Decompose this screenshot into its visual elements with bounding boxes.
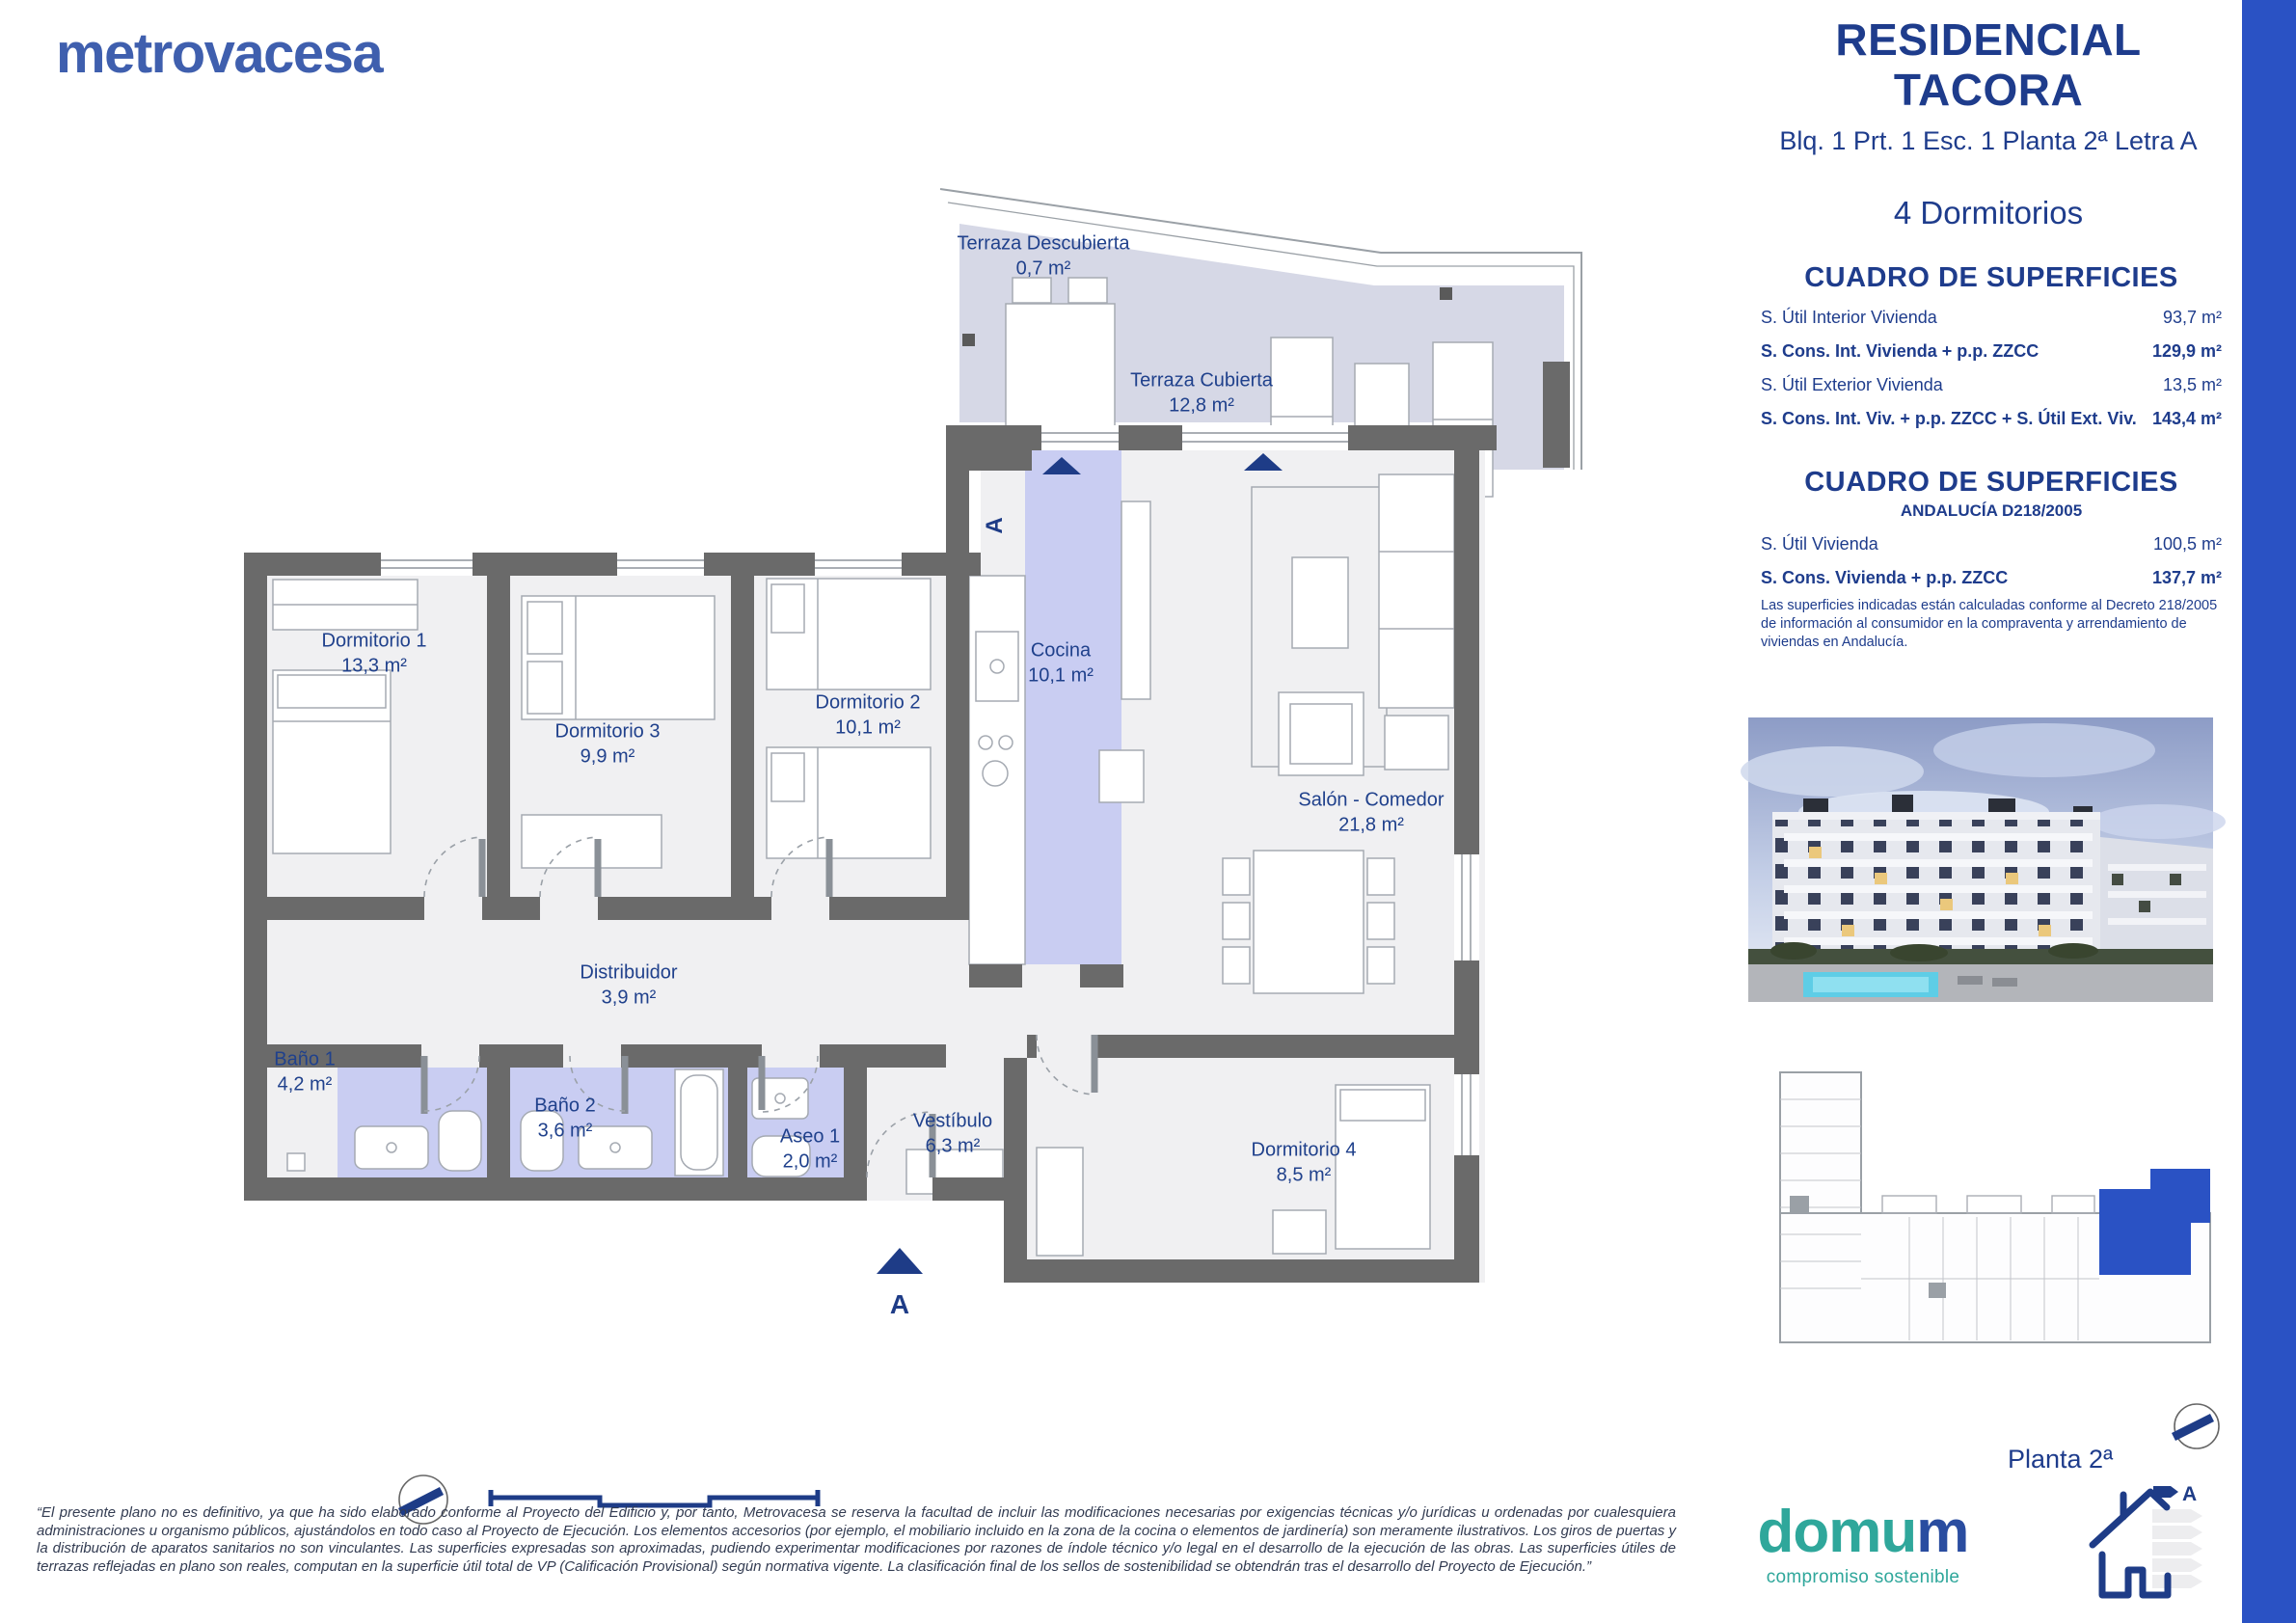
table-row: S. Útil Interior Vivienda 93,7 m² [1761,308,2222,327]
table-row: S. Útil Vivienda 100,5 m² [1761,534,2222,554]
surfaces-table [1761,262,2222,429]
room-label-dormitorio-4: Dormitorio 4 8,5 m² [1251,1139,1357,1185]
domum-logo: domum compromiso sostenible [1745,1502,1981,1586]
building-photo [1741,717,2226,1002]
title-block [1747,15,2229,231]
surfaces-table-andalucia [1761,467,2222,652]
surfaces-table-title: CUADRO DE SUPERFICIES [1804,467,2178,498]
energy-rating-letter: A [2182,1483,2198,1505]
room-label-bano-1: Baño 1 4,2 m² [274,1048,336,1095]
room-label-terraza-descubierta: Terraza Descubierta 0,7 m² [957,232,1130,279]
surfaces-table-title: CUADRO DE SUPERFICIES [1804,262,2178,293]
section-letter-a: A [982,517,1008,534]
room-label-distribuidor: Distribuidor 3,9 m² [580,961,678,1008]
decree-note: Las superficies indicadas están calculadas conforme al Decreto 218/2005 de información al consumidor en la compraventa y arrendamiento de viviendas en Andalucía. [1761,598,2218,651]
room-label-vestibulo: Vestíbulo 6,3 m² [912,1110,993,1156]
room-label-dormitorio-3: Dormitorio 3 9,9 m² [554,720,661,767]
room-label-aseo-1: Aseo 1 2,0 m² [779,1125,841,1172]
metrovacesa-logo: metrovacesa [56,22,383,85]
room-label-dormitorio-1: Dormitorio 1 13,3 m² [321,630,427,676]
floor-label: Planta 2ª [2008,1445,2114,1474]
table-row: S. Cons. Int. Viv. + p.p. ZZCC + S. Útil Ext. Viv. 143,4 m² [1761,409,2222,428]
unit-identifier: Blq. 1 Prt. 1 Esc. 1 Planta 2ª Letra A [1779,126,2198,156]
site-key-plan [1780,1072,2210,1342]
domum-tagline: compromiso sostenible [1766,1567,1960,1587]
legal-disclaimer: “El presente plano no es definitivo, ya que ha sido elaborado conforme al Proyecto del Edificio y, por tanto, Metrovacesa se reserva la facultad de incluir las modificaciones necesarias por exigencias técnicas y/o jurídicas u ordenadas por cualesquiera administraciones u organismo públicos, ajustándolos en todo caso al Proyecto de Ejecución. Los elementos accesorios (por ejemplo, el mobiliario incluido en la zona de la cocina o elementos de jardinería) son meramente ilustrativos. Los giros de puertas y la distribución de aparatos sanitarios no son vinculantes. Las superficies expresadas son aproximadas, pudiendo experimentar modificaciones por razones de índole técnico y/o legal en el desarrollo de la ejecución de las obras. Las superficies útiles de terrazas reflejadas en plano son reales, computan en la superficie útil total de VP (Calificación Provisional) según normativa vigente. La clasificación final de los sellos de sostenibilidad se obtendrán tras el desarrollo del Proyecto de Ejecución.” [37,1504,1676,1575]
room-label-bano-2: Baño 2 3,6 m² [534,1095,596,1141]
table-row: S. Cons. Vivienda + p.p. ZZCC 137,7 m² [1761,568,2222,587]
room-label-dormitorio-2: Dormitorio 2 10,1 m² [815,691,921,738]
project-title: RESIDENCIAL TACORA [1835,14,2142,115]
energy-rating-icon [2093,1483,2202,1595]
room-label-cocina: Cocina 10,1 m² [1028,639,1094,686]
room-label-terraza-cubierta: Terraza Cubierta 12,8 m² [1130,369,1273,416]
room-label-salon-comedor: Salón - Comedor 21,8 m² [1298,789,1445,835]
entrance-arrow-icon [877,1248,923,1274]
table-row: S. Útil Exterior Vivienda 13,5 m² [1761,375,2222,394]
surfaces-table-subtitle: ANDALUCÍA D218/2005 [1900,501,2083,520]
accent-side-bar [2242,0,2296,1623]
bedroom-count: 4 Dormitorios [1893,195,2084,231]
entrance-letter-a: A [889,1289,910,1319]
table-row: S. Cons. Int. Vivienda + p.p. ZZCC 129,9 m² [1761,341,2222,361]
